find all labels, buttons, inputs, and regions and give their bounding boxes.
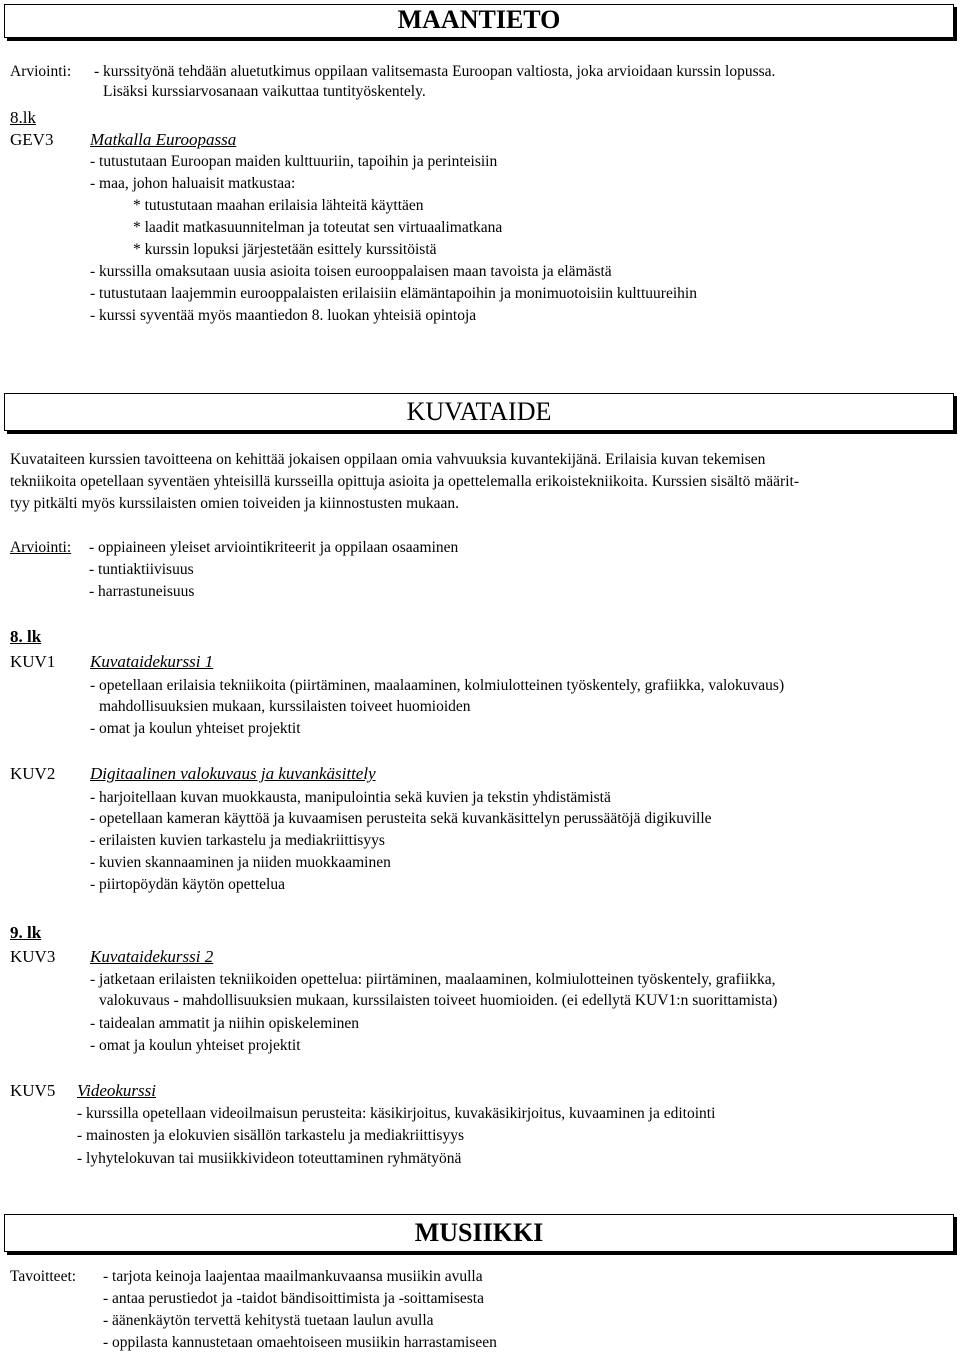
kuv2-title: Digitaalinen valokuvaus ja kuvankäsittely (90, 764, 376, 783)
gev3-line: * laadit matkasuunnitelman ja toteutat sen virtuaalimatkana (133, 219, 503, 236)
musiikki-heading-box (4, 1214, 954, 1252)
kuv3-line: - taidealan ammatit ja niihin opiskeleminen (90, 1015, 360, 1032)
kuvataide-intro-line: tyy pitkälti myös kurssilaisten omien toiveiden ja kiinnostusten mukaan. (10, 495, 460, 512)
kuv2-line: - opetellaan kameran käyttöä ja kuvaamisen perusteita sekä kuvankäsittelyn perussäätöjä digikuville (90, 810, 712, 827)
kuv5-title: Videokurssi (77, 1081, 157, 1100)
kuv3-line: - jatketaan erilaisten tekniikoiden opettelua: piirtäminen, maalaaminen, kolmiulotteinen työskentely, grafiikka, (90, 971, 776, 988)
gev3-line: - kurssilla omaksutaan uusia asioita toisen eurooppalaisen maan tavoista ja elämästä (90, 263, 612, 280)
kuv5-line: - mainosten ja elokuvien sisällön tarkastelu ja mediakriittisyys (77, 1127, 464, 1144)
gev3-line: - kurssi syventää myös maantiedon 8. luokan yhteisiä opintoja (90, 307, 477, 324)
musiikki-line: - antaa perustiedot ja -taidot bändisoittimista ja -soittamisesta (103, 1290, 484, 1307)
maantieto-arviointi-line: Lisäksi kurssiarvosanaan vaikuttaa tuntityöskentely. (103, 83, 426, 100)
kuv3-title: Kuvataidekurssi 2 (90, 947, 214, 966)
maantieto-arviointi-line: - kurssityönä tehdään aluetutkimus oppilaan valitsemasta Euroopan valtiosta, joka arvioidaan kurssin lopussa. (94, 63, 776, 80)
kuv3-line: - omat ja koulun yhteiset projektit (90, 1037, 301, 1054)
kuv1-line: - opetellaan erilaisia tekniikoita (piirtäminen, maalaaminen, kolmiulotteinen työskentely, grafiikka, valokuvaus) (90, 677, 785, 694)
gev3-code: GEV3 (10, 130, 54, 149)
kuv2-line: - piirtopöydän käytön opettelua (90, 876, 285, 893)
kuv5-line: - lyhytelokuvan tai musiikkivideon toteuttaminen ryhmätyönä (77, 1150, 462, 1167)
kuvataide-grade-9: 9. lk (10, 923, 42, 942)
kuv5-line: - kurssilla opetellaan videoilmaisun perusteita: käsikirjoitus, kuvakäsikirjoitus, kuvaaminen ja editointi (77, 1105, 716, 1122)
kuvataide-arviointi-line: - harrastuneisuus (89, 583, 195, 600)
kuv1-line: mahdollisuuksien mukaan, kurssilaisten toiveet huomioiden (99, 698, 471, 715)
musiikki-heading: MUSIIKKI (414, 1218, 544, 1247)
gev3-title: Matkalla Euroopassa (90, 130, 237, 149)
kuvataide-grade-8: 8. lk (10, 627, 42, 646)
kuv3-line: valokuvaus - mahdollisuuksien mukaan, kurssilaisten toiveet huomioiden. (ei edellytä KUV1:n suorittamista) (99, 992, 778, 1009)
kuv2-code: KUV2 (10, 764, 56, 783)
kuvataide-heading-box (4, 393, 954, 431)
gev3-line: * tutustutaan maahan erilaisia lähteitä käyttäen (133, 197, 424, 214)
kuvataide-intro-line: Kuvataiteen kurssien tavoitteena on kehittää jokaisen oppilaan omia vahvuuksia kuvantekijänä. Erilaisia kuvan tekemisen (10, 451, 766, 468)
musiikki-line: - äänenkäytön tervettä kehitystä tuetaan laulun avulla (103, 1312, 434, 1329)
gev3-line: - tutustutaan Euroopan maiden kulttuuriin, tapoihin ja perinteisiin (90, 153, 498, 170)
gev3-line: - tutustutaan laajemmin eurooppalaisten erilaisiin elämäntapoihin ja monimuotoisiin kulttuureihin (90, 285, 697, 302)
kuvataide-heading: KUVATAIDE (406, 397, 552, 426)
kuvataide-arviointi-line: - tuntiaktiivisuus (89, 561, 194, 578)
kuv2-line: - erilaisten kuvien tarkastelu ja mediakriittisyys (90, 832, 385, 849)
musiikki-line: - tarjota keinoja laajentaa maailmankuvaansa musiikin avulla (103, 1268, 483, 1285)
kuv2-line: - kuvien skannaaminen ja niiden muokkaaminen (90, 854, 391, 871)
kuvataide-arviointi-label: Arviointi: (10, 539, 72, 556)
kuv3-code: KUV3 (10, 947, 56, 966)
kuv1-line: - omat ja koulun yhteiset projektit (90, 720, 301, 737)
kuv5-code: KUV5 (10, 1081, 56, 1100)
kuv1-code: KUV1 (10, 652, 56, 671)
gev3-line: * kurssin lopuksi järjestetään esittely kurssitöistä (133, 241, 437, 258)
musiikki-line: - oppilasta kannustetaan omaehtoiseen musiikin harrastamiseen (103, 1334, 497, 1351)
musiikki-tavoitteet-label: Tavoitteet: (10, 1268, 77, 1285)
maantieto-heading-box (4, 4, 954, 38)
kuv2-line: - harjoitellaan kuvan muokkausta, manipulointia sekä kuvien ja tekstin yhdistämistä (90, 789, 611, 806)
kuv1-title: Kuvataidekurssi 1 (90, 652, 214, 671)
maantieto-heading: MAANTIETO (397, 5, 561, 34)
maantieto-arviointi-label: Arviointi: (10, 63, 72, 80)
kuvataide-intro-line: tekniikoita opetellaan syventäen yhteisillä kursseilla opittuja asioita ja opettelemalla erikoistekniikoita. Kurssien sisältö määrit- (10, 473, 799, 490)
maantieto-grade: 8.lk (10, 108, 36, 127)
kuvataide-arviointi-line: - oppiaineen yleiset arviointikriteerit ja oppilaan osaaminen (89, 539, 459, 556)
gev3-line: - maa, johon haluaisit matkustaa: (90, 175, 296, 192)
